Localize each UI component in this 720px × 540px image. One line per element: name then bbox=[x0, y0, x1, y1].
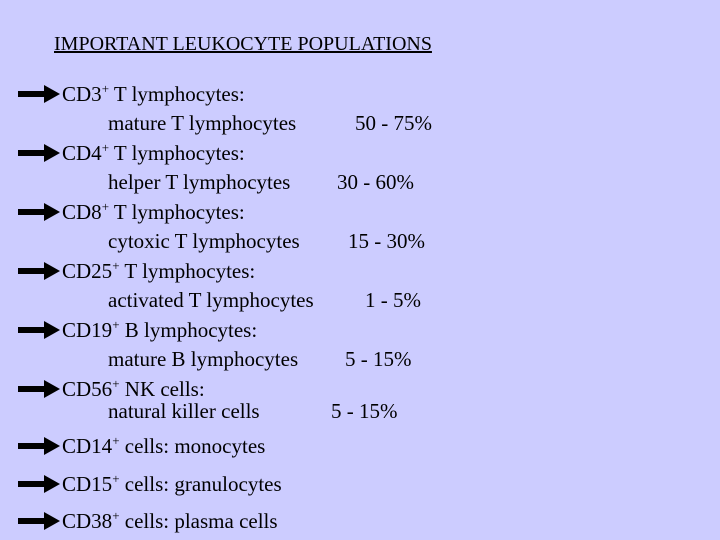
right-arrow-icon bbox=[18, 380, 60, 398]
page-title: IMPORTANT LEUKOCYTE POPULATIONS bbox=[54, 33, 432, 55]
population-percentage: 30 - 60% bbox=[337, 170, 414, 194]
population-heading: CD25+ T lymphocytes: bbox=[62, 258, 256, 283]
list-item bbox=[0, 377, 720, 437]
right-arrow-icon bbox=[18, 144, 60, 162]
right-arrow-icon bbox=[18, 437, 60, 455]
population-heading: CD14+ cells: monocytes bbox=[62, 433, 266, 458]
list-item bbox=[0, 141, 720, 201]
population-heading: CD8+ T lymphocytes: bbox=[62, 199, 245, 224]
right-arrow-icon bbox=[18, 262, 60, 280]
right-arrow-icon bbox=[18, 203, 60, 221]
population-description: mature T lymphocytes bbox=[108, 111, 297, 135]
right-arrow-icon bbox=[18, 85, 60, 103]
population-heading: CD56+ NK cells: bbox=[62, 376, 205, 401]
population-percentage: 5 - 15% bbox=[331, 399, 398, 423]
population-description: cytoxic T lymphocytes bbox=[108, 229, 300, 253]
right-arrow-icon bbox=[18, 475, 60, 493]
population-percentage: 50 - 75% bbox=[355, 111, 432, 135]
population-description: activated T lymphocytes bbox=[108, 288, 314, 312]
population-heading: CD38+ cells: plasma cells bbox=[62, 508, 278, 533]
list-item bbox=[0, 318, 720, 378]
population-percentage: 1 - 5% bbox=[365, 288, 421, 312]
population-description: mature B lymphocytes bbox=[108, 347, 299, 371]
population-heading: CD3+ T lymphocytes: bbox=[62, 81, 245, 106]
right-arrow-icon bbox=[18, 512, 60, 530]
list-item bbox=[0, 200, 720, 260]
list-item bbox=[0, 259, 720, 319]
population-description: helper T lymphocytes bbox=[108, 170, 291, 194]
list-item bbox=[0, 509, 720, 540]
population-heading: CD15+ cells: granulocytes bbox=[62, 471, 282, 496]
list-item bbox=[0, 82, 720, 142]
population-percentage: 5 - 15% bbox=[345, 347, 412, 371]
population-heading: CD19+ B lymphocytes: bbox=[62, 317, 258, 342]
population-percentage: 15 - 30% bbox=[348, 229, 425, 253]
population-description: natural killer cells bbox=[108, 399, 260, 423]
right-arrow-icon bbox=[18, 321, 60, 339]
population-heading: CD4+ T lymphocytes: bbox=[62, 140, 245, 165]
